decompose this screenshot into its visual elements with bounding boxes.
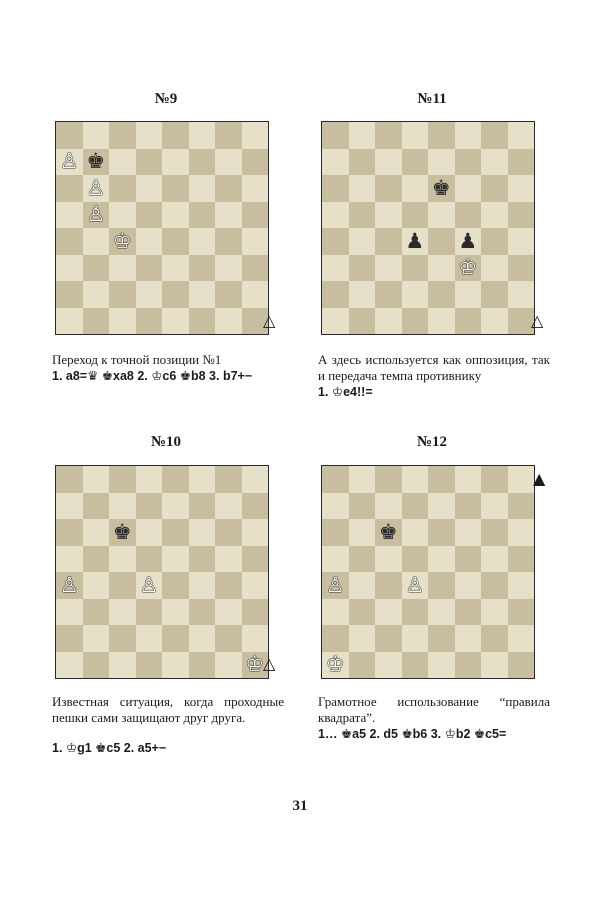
square-c7 (109, 493, 136, 520)
square-h7 (242, 149, 269, 176)
square-g4 (215, 228, 242, 255)
square-g3 (215, 599, 242, 626)
square-e4 (162, 572, 189, 599)
black-king-icon: ♚ (378, 519, 398, 544)
square-e8 (162, 466, 189, 493)
square-d1 (136, 652, 163, 679)
square-f2 (189, 281, 216, 308)
square-b5 (349, 546, 376, 573)
square-c5 (109, 546, 136, 573)
square-b1 (83, 652, 110, 679)
square-g6 (215, 175, 242, 202)
square-c3 (375, 599, 402, 626)
square-a1 (56, 652, 83, 679)
square-b2 (83, 625, 110, 652)
square-a2 (56, 625, 83, 652)
square-e7 (162, 149, 189, 176)
square-h2 (242, 281, 269, 308)
square-a7 (56, 493, 83, 520)
square-c1 (109, 652, 136, 679)
square-b2 (349, 625, 376, 652)
square-d7 (402, 493, 429, 520)
square-h1 (508, 652, 535, 679)
square-g3 (481, 255, 508, 282)
square-e3 (428, 255, 455, 282)
square-c6 (375, 519, 402, 546)
square-d8 (136, 122, 163, 149)
square-c1 (375, 308, 402, 335)
square-b2 (83, 281, 110, 308)
square-e5 (428, 202, 455, 229)
square-a5 (322, 546, 349, 573)
square-e2 (428, 625, 455, 652)
square-d2 (136, 625, 163, 652)
square-d4 (136, 228, 163, 255)
square-a1 (322, 652, 349, 679)
square-d4 (402, 228, 429, 255)
square-h3 (242, 255, 269, 282)
square-e6 (162, 175, 189, 202)
square-f2 (455, 281, 482, 308)
square-b8 (83, 122, 110, 149)
square-d6 (136, 175, 163, 202)
square-d1 (402, 308, 429, 335)
square-a3 (322, 599, 349, 626)
square-f1 (455, 308, 482, 335)
square-g5 (481, 546, 508, 573)
square-h4 (508, 572, 535, 599)
square-e1 (162, 652, 189, 679)
square-g7 (215, 493, 242, 520)
square-b3 (83, 599, 110, 626)
square-g2 (215, 281, 242, 308)
square-c4 (375, 572, 402, 599)
square-h8 (242, 122, 269, 149)
square-g4 (481, 228, 508, 255)
square-b5 (349, 202, 376, 229)
square-a1 (322, 308, 349, 335)
square-g2 (481, 281, 508, 308)
square-f7 (455, 149, 482, 176)
square-g3 (481, 599, 508, 626)
square-c5 (109, 202, 136, 229)
square-c1 (109, 308, 136, 335)
square-b1 (349, 308, 376, 335)
square-f6 (455, 175, 482, 202)
square-a7 (322, 493, 349, 520)
square-c3 (375, 255, 402, 282)
square-b5 (83, 202, 110, 229)
square-e2 (428, 281, 455, 308)
black-king-icon: ♚ (431, 175, 451, 200)
square-a4 (322, 572, 349, 599)
square-e3 (162, 255, 189, 282)
diagram-11-title: №11 (417, 91, 447, 107)
square-e5 (162, 202, 189, 229)
square-d2 (136, 281, 163, 308)
square-d3 (136, 255, 163, 282)
square-h2 (508, 281, 535, 308)
square-e1 (162, 308, 189, 335)
square-e5 (162, 546, 189, 573)
square-d3 (136, 599, 163, 626)
square-b7 (349, 149, 376, 176)
square-f4 (189, 228, 216, 255)
square-f2 (455, 625, 482, 652)
square-b4 (83, 572, 110, 599)
diagram-11-caption: А здесь используется как оппозиция, так и передача темпа противнику (318, 352, 550, 383)
square-c4 (109, 228, 136, 255)
square-g7 (215, 149, 242, 176)
square-g5 (215, 202, 242, 229)
square-e6 (428, 519, 455, 546)
square-g6 (215, 519, 242, 546)
square-c8 (109, 122, 136, 149)
black-king-icon: ♚ (112, 519, 132, 544)
square-c2 (375, 281, 402, 308)
square-f1 (455, 652, 482, 679)
square-c5 (375, 202, 402, 229)
square-c8 (375, 122, 402, 149)
square-c6 (109, 175, 136, 202)
square-c2 (109, 281, 136, 308)
square-a7 (56, 149, 83, 176)
square-g1 (481, 652, 508, 679)
square-a5 (56, 546, 83, 573)
square-e5 (428, 546, 455, 573)
square-a2 (322, 625, 349, 652)
square-e3 (428, 599, 455, 626)
square-h6 (508, 519, 535, 546)
square-a8 (56, 466, 83, 493)
square-h4 (242, 228, 269, 255)
square-a3 (322, 255, 349, 282)
chessboard-9 (55, 121, 269, 335)
chessboard-10 (55, 465, 269, 679)
square-d3 (402, 599, 429, 626)
square-f3 (189, 599, 216, 626)
square-c8 (375, 466, 402, 493)
square-c2 (109, 625, 136, 652)
square-e7 (428, 493, 455, 520)
white-pawn-icon: ♙ (405, 572, 425, 597)
square-h3 (508, 599, 535, 626)
white-king-icon: ♔ (112, 228, 132, 253)
square-h2 (508, 625, 535, 652)
square-a8 (322, 122, 349, 149)
square-b4 (349, 228, 376, 255)
square-b5 (83, 546, 110, 573)
square-c5 (375, 546, 402, 573)
white-to-move-icon: △ (263, 311, 276, 330)
diagram-11-moves: 1. ♔e4!!= (318, 385, 373, 399)
square-b3 (83, 255, 110, 282)
square-a2 (322, 281, 349, 308)
white-pawn-icon: ♙ (139, 572, 159, 597)
square-f3 (455, 599, 482, 626)
square-b4 (83, 228, 110, 255)
square-c7 (375, 149, 402, 176)
square-a5 (322, 202, 349, 229)
square-b4 (349, 572, 376, 599)
square-f8 (189, 466, 216, 493)
square-g2 (481, 625, 508, 652)
square-g8 (481, 466, 508, 493)
square-g6 (481, 519, 508, 546)
square-h3 (508, 255, 535, 282)
square-b7 (83, 493, 110, 520)
white-pawn-icon: ♙ (86, 202, 106, 227)
diagram-9-caption: Переход к точной позиции №1 (52, 352, 222, 367)
square-f5 (455, 546, 482, 573)
square-b8 (349, 466, 376, 493)
page-number: 31 (292, 798, 308, 814)
square-c1 (375, 652, 402, 679)
square-b1 (83, 308, 110, 335)
square-h4 (242, 572, 269, 599)
square-g3 (215, 255, 242, 282)
square-g5 (481, 202, 508, 229)
square-f8 (455, 466, 482, 493)
square-h4 (508, 228, 535, 255)
square-a2 (56, 281, 83, 308)
square-b2 (349, 281, 376, 308)
square-d6 (402, 175, 429, 202)
chessboard-11 (321, 121, 535, 335)
square-e6 (428, 175, 455, 202)
square-b1 (349, 652, 376, 679)
square-h5 (508, 202, 535, 229)
square-a8 (56, 122, 83, 149)
square-g8 (215, 466, 242, 493)
square-f1 (189, 308, 216, 335)
square-h2 (242, 625, 269, 652)
square-a4 (56, 228, 83, 255)
black-pawn-icon: ♟ (458, 228, 478, 253)
square-e3 (162, 599, 189, 626)
square-e8 (428, 122, 455, 149)
square-e8 (428, 466, 455, 493)
square-e7 (162, 493, 189, 520)
square-c8 (109, 466, 136, 493)
square-h7 (508, 493, 535, 520)
diagram-12-title: №12 (416, 434, 448, 450)
square-e4 (428, 228, 455, 255)
square-h8 (508, 122, 535, 149)
square-h8 (242, 466, 269, 493)
diagram-12-moves: 1… ♚a5 2. d5 ♚b6 3. ♔b2 ♚c5= (318, 727, 507, 741)
square-d6 (402, 519, 429, 546)
diagram-10-caption: Известная ситуация, когда проходные пешки сами защищают друг друга. (52, 694, 284, 725)
square-f5 (455, 202, 482, 229)
square-f6 (189, 175, 216, 202)
white-king-icon: ♔ (458, 255, 478, 280)
square-d7 (136, 149, 163, 176)
square-e1 (428, 652, 455, 679)
diagram-12-caption: Грамотное использование “правила квадрата”. (318, 694, 550, 725)
square-d5 (402, 202, 429, 229)
square-d8 (402, 466, 429, 493)
square-h5 (508, 546, 535, 573)
white-pawn-icon: ♙ (59, 149, 79, 174)
square-b6 (83, 519, 110, 546)
square-g6 (481, 175, 508, 202)
square-d2 (402, 281, 429, 308)
white-pawn-icon: ♙ (325, 572, 345, 597)
square-f3 (455, 255, 482, 282)
square-a6 (322, 175, 349, 202)
square-h8 (508, 466, 535, 493)
square-d4 (136, 572, 163, 599)
square-f7 (189, 493, 216, 520)
square-b3 (349, 255, 376, 282)
square-g1 (215, 308, 242, 335)
square-c3 (109, 255, 136, 282)
square-d6 (136, 519, 163, 546)
square-a4 (56, 572, 83, 599)
square-f7 (455, 493, 482, 520)
square-g1 (481, 308, 508, 335)
square-h5 (242, 202, 269, 229)
square-f8 (455, 122, 482, 149)
square-c7 (109, 149, 136, 176)
black-king-icon: ♚ (86, 149, 106, 174)
square-b8 (83, 466, 110, 493)
white-king-icon: ♔ (325, 652, 345, 677)
square-b6 (349, 175, 376, 202)
square-f6 (455, 519, 482, 546)
square-g8 (481, 122, 508, 149)
white-to-move-icon: △ (531, 311, 544, 330)
square-f4 (189, 572, 216, 599)
square-h3 (242, 599, 269, 626)
square-d8 (402, 122, 429, 149)
square-d2 (402, 625, 429, 652)
square-h6 (242, 175, 269, 202)
diagram-10-title: №10 (150, 434, 182, 450)
square-e6 (162, 519, 189, 546)
square-a7 (322, 149, 349, 176)
square-e2 (162, 625, 189, 652)
diagram-9-moves: 1. a8=♛ ♚xa8 2. ♔c6 ♚b8 3. b7+− (52, 369, 253, 383)
square-g4 (215, 572, 242, 599)
square-d4 (402, 572, 429, 599)
square-e8 (162, 122, 189, 149)
diagram-9-title: №9 (154, 91, 178, 107)
square-b3 (349, 599, 376, 626)
square-a6 (322, 519, 349, 546)
square-f5 (189, 546, 216, 573)
square-e4 (162, 228, 189, 255)
square-a8 (322, 466, 349, 493)
square-f5 (189, 202, 216, 229)
square-h5 (242, 546, 269, 573)
square-f6 (189, 519, 216, 546)
square-b6 (349, 519, 376, 546)
square-g7 (481, 493, 508, 520)
square-a6 (56, 519, 83, 546)
square-e1 (428, 308, 455, 335)
white-to-move-icon: △ (263, 654, 276, 673)
square-c4 (109, 572, 136, 599)
chessboard-12 (321, 465, 535, 679)
square-g2 (215, 625, 242, 652)
diagram-10-moves: 1. ♔g1 ♚c5 2. a5+− (52, 741, 167, 755)
square-d1 (402, 652, 429, 679)
square-g8 (215, 122, 242, 149)
black-pawn-icon: ♟ (405, 228, 425, 253)
square-d5 (136, 546, 163, 573)
square-g5 (215, 546, 242, 573)
square-a3 (56, 255, 83, 282)
white-king-icon: ♔ (245, 652, 265, 677)
square-b6 (83, 175, 110, 202)
white-pawn-icon: ♙ (59, 572, 79, 597)
square-c6 (375, 175, 402, 202)
square-d5 (402, 546, 429, 573)
square-f7 (189, 149, 216, 176)
square-b8 (349, 122, 376, 149)
square-g4 (481, 572, 508, 599)
square-d8 (136, 466, 163, 493)
square-d1 (136, 308, 163, 335)
square-e7 (428, 149, 455, 176)
square-a1 (56, 308, 83, 335)
square-c2 (375, 625, 402, 652)
square-f1 (189, 652, 216, 679)
black-to-move-icon: ▲ (533, 469, 546, 488)
white-pawn-icon: ♙ (86, 175, 106, 200)
square-b7 (349, 493, 376, 520)
square-h7 (242, 493, 269, 520)
square-c3 (109, 599, 136, 626)
square-f4 (455, 228, 482, 255)
square-f8 (189, 122, 216, 149)
square-h6 (508, 175, 535, 202)
square-h7 (508, 149, 535, 176)
square-g1 (215, 652, 242, 679)
square-a4 (322, 228, 349, 255)
square-e4 (428, 572, 455, 599)
square-d3 (402, 255, 429, 282)
square-f3 (189, 255, 216, 282)
square-b7 (83, 149, 110, 176)
square-a5 (56, 202, 83, 229)
square-d7 (136, 493, 163, 520)
square-h6 (242, 519, 269, 546)
square-c4 (375, 228, 402, 255)
square-c7 (375, 493, 402, 520)
square-a6 (56, 175, 83, 202)
square-d7 (402, 149, 429, 176)
square-g7 (481, 149, 508, 176)
square-d5 (136, 202, 163, 229)
square-a3 (56, 599, 83, 626)
square-c6 (109, 519, 136, 546)
square-e2 (162, 281, 189, 308)
square-f2 (189, 625, 216, 652)
square-f4 (455, 572, 482, 599)
